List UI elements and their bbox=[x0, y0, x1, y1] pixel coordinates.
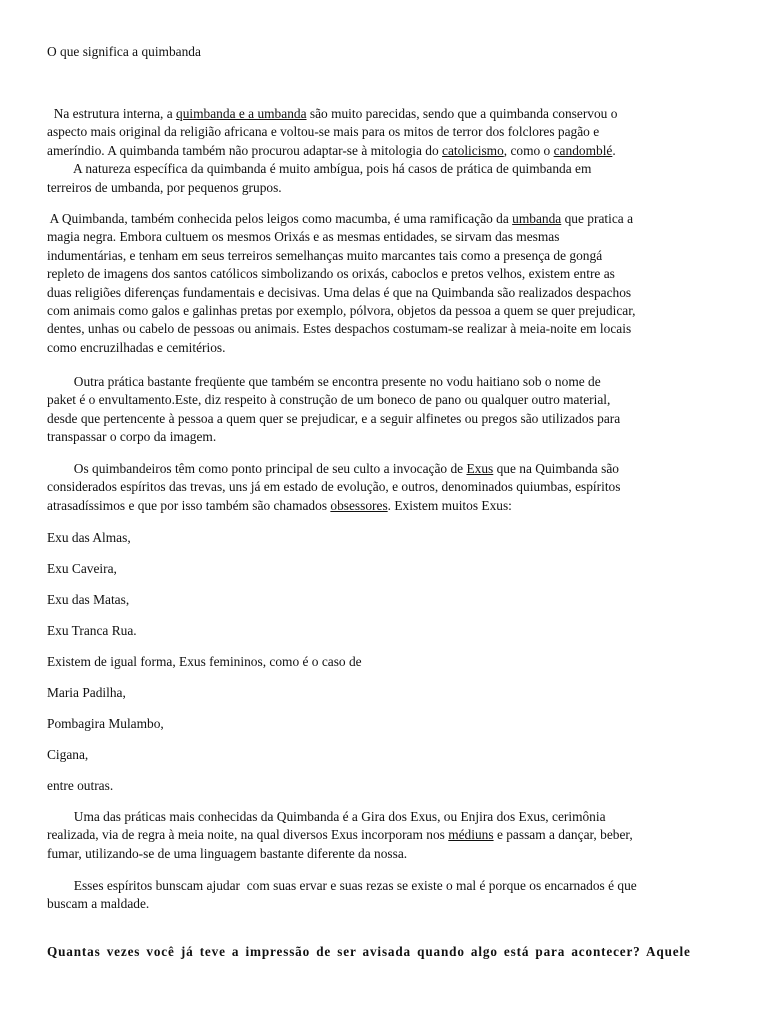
paragraph-2-line-6: com animais como galos e galinhas pretas por exemplo, pólvora, objetos da pessoa a quem se quer prejudicar, bbox=[47, 303, 636, 319]
list-item-exus-femininos: Existem de igual forma, Exus femininos, como é o caso de bbox=[47, 654, 362, 669]
paragraph-3-line-2: paket é o envultamento.Este, diz respeito à construção de um boneco de pano ou qualquer outro material, bbox=[47, 392, 611, 408]
paragraph-6-line-2: buscam a maldade. bbox=[47, 896, 150, 912]
paragraph-3 bbox=[47, 373, 727, 447]
link-exus[interactable]: Exus bbox=[466, 461, 494, 476]
link-quimbanda-umbanda[interactable]: quimbanda e a umbanda bbox=[176, 106, 307, 121]
list-item-cigana: Cigana, bbox=[47, 747, 89, 762]
paragraph-1-line-2: aspecto mais original da religião africana e voltou-se mais para os mitos de terror dos folclores pagão e bbox=[47, 124, 600, 140]
paragraph-2-line-3: indumentárias, e tenham em seus terreiros semelhanças muito marcantes tais como a presença de gongá bbox=[47, 247, 603, 263]
paragraph-2-line-8: como encruzilhadas e cemitérios. bbox=[47, 339, 226, 355]
list-item-exu-caveira: Exu Caveira, bbox=[47, 561, 117, 576]
paragraph-6-line-1: Esses espíritos bunscam ajudar com suas ervar e suas rezas se existe o mal é porque os encarnados é que bbox=[47, 878, 637, 893]
link-mediuns[interactable]: médiuns bbox=[448, 827, 494, 843]
paragraph-2-line-1: A Quimbanda, também conhecida pelos leigos como macumba, é uma ramificação da umbanda que pratica a bbox=[47, 211, 634, 226]
list-item-pombagira-mulambo: Pombagira Mulambo, bbox=[47, 716, 164, 731]
paragraph-3-line-4: transpassar o corpo da imagem. bbox=[47, 429, 217, 445]
paragraph-1-line-5: terreiros de umbanda, por pequenos grupos. bbox=[47, 179, 282, 195]
paragraph-2-line-2: magia negra. Embora cultuem os mesmos Orixás e as mesmas entidades, se sirvam das mesmas bbox=[47, 229, 560, 245]
list-item-exu-das-matas: Exu das Matas, bbox=[47, 592, 130, 607]
paragraph-1-line-1: Na estrutura interna, a quimbanda e a umbanda são muito parecidas, sendo que a quimbanda conservou o bbox=[47, 106, 618, 121]
final-question-line: Quantas vezes você já teve a impressão de ser avisada quando algo está para acontecer? Aquele bbox=[47, 944, 691, 959]
page-title: O que significa a quimbanda bbox=[47, 44, 201, 59]
paragraph-6 bbox=[47, 877, 727, 914]
paragraph-4-line-1: Os quimbandeiros têm como ponto principal de seu culto a invocação de Exus que na Quimbanda são bbox=[47, 461, 619, 476]
link-umbanda[interactable]: umbanda bbox=[512, 211, 562, 226]
list-item-exu-tranca-rua: Exu Tranca Rua. bbox=[47, 623, 137, 638]
paragraph-2-line-4: repleto de imagens dos santos católicos simbolizando os orixás, caboclos e pretos velhos, existem entre as bbox=[47, 266, 615, 282]
link-obsessores[interactable]: obsessores bbox=[330, 497, 388, 513]
paragraph-3-line-3: desde que pertencente à pessoa a quem quer se prejudicar, e a seguir alfinetes ou pregos são utilizados para bbox=[47, 410, 621, 426]
link-candomble[interactable]: candomblé bbox=[553, 142, 613, 158]
list-item-exu-das-almas: Exu das Almas, bbox=[47, 530, 131, 545]
paragraph-3-line-1: Outra prática bastante freqüente que também se encontra presente no vodu haitiano sob o nome de bbox=[47, 374, 601, 389]
paragraph-5 bbox=[47, 808, 727, 863]
paragraph-2-line-5: duas religiões diferenças fundamentais e decisivas. Uma delas é que na Quimbanda são realizados despachos bbox=[47, 284, 632, 300]
paragraph-4 bbox=[47, 460, 727, 515]
list-item-entre-outras: entre outras. bbox=[47, 778, 114, 793]
paragraph-5-line-3: fumar, utilizando-se de uma linguagem bastante diferente da nossa. bbox=[47, 845, 408, 861]
paragraph-1-line-4: A natureza específica da quimbanda é muito ambígua, pois há casos de prática de quimbanda em bbox=[47, 161, 592, 177]
paragraph-4-line-2: considerados espíritos das trevas, uns já em estado de evolução, e outros, denominados quiumbas, espíritos bbox=[47, 479, 621, 495]
list-item-maria-padilha: Maria Padilha, bbox=[47, 685, 126, 700]
paragraph-2-line-7: dentes, unhas ou cabelo de pessoas ou animais. Estes despachos costumam-se realizar à meia-noite em locais bbox=[47, 321, 632, 337]
paragraph-2 bbox=[47, 210, 727, 357]
paragraph-4-line-3: atrasadíssimos e que por isso também são chamados obsessores. Existem muitos Exus: bbox=[47, 497, 512, 513]
paragraph-5-line-1: Uma das práticas mais conhecidas da Quimbanda é a Gira dos Exus, ou Enjira dos Exus, cerimônia bbox=[47, 809, 606, 824]
paragraph-1-line-3: ameríndio. A quimbanda também não procurou adaptar-se à mitologia do catolicismo, como o candomblé. bbox=[47, 142, 616, 158]
link-catolicismo[interactable]: catolicismo bbox=[442, 142, 504, 158]
paragraph-1 bbox=[47, 105, 727, 197]
paragraph-5-line-2: realizada, via de regra à meia noite, na qual diversos Exus incorporam nos médiuns e passam a dançar, beber, bbox=[47, 827, 633, 843]
